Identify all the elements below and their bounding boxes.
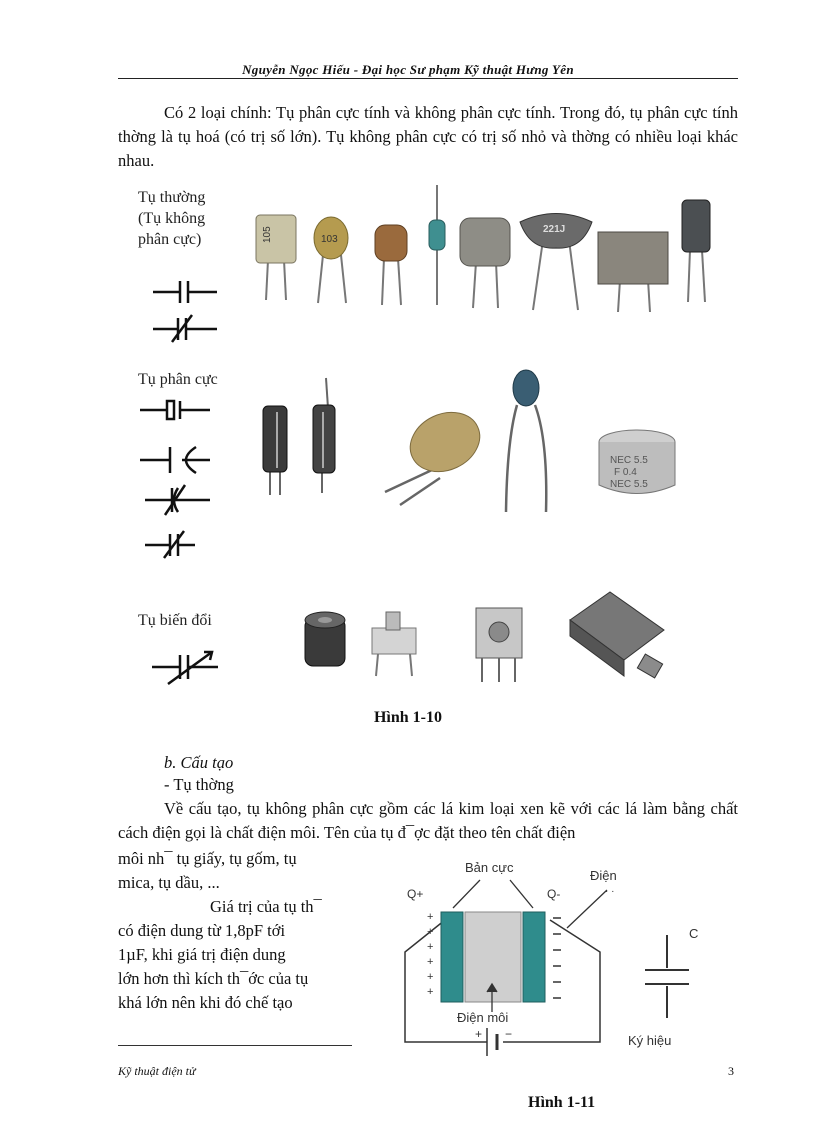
polar-trimmer-symbol [145, 531, 195, 558]
value-paragraph-line-4: lớn hơn thì kích th¯ớc của tụ [118, 969, 309, 988]
page-header: Nguyễn Ngọc Hiếu - Đại học Sư phạm Kỹ thuật Hưng Yên [242, 62, 574, 77]
svg-text:+: + [427, 956, 434, 968]
minus-signs [553, 918, 561, 998]
positive-plate [441, 912, 463, 1002]
structure-paragraph-cont-1: môi nh¯ tụ giấy, tụ gốm, tụ [118, 849, 297, 868]
plus-signs [427, 911, 433, 998]
nec-mark-1: NEC 5.5 [610, 455, 648, 466]
svg-text:+: + [427, 911, 434, 923]
value-paragraph-line-2: có điện dung từ 1,8pF tới [118, 921, 286, 940]
label-q-plus: Q+ [407, 887, 424, 901]
label-c: C [689, 926, 699, 941]
cap-mark-105: 105 [262, 226, 273, 243]
negative-plate [523, 912, 545, 1002]
svg-text:+: + [427, 986, 434, 998]
label-plates: Bản cực [465, 860, 514, 875]
electrolytic-capacitors-photo [263, 378, 335, 495]
label-variable-cap: Tụ biến đổi [138, 612, 212, 629]
label-normal-cap-1: Tụ thường [138, 189, 206, 206]
adjustable-capacitor-symbol [153, 315, 217, 342]
nec-mark-3: NEC 5.5 [610, 479, 648, 490]
svg-text:+: + [427, 926, 434, 938]
cap-mark-221j: 221J [543, 224, 566, 235]
label-q-minus: Q- [547, 887, 561, 901]
dipped-tantalum-photo [506, 370, 546, 512]
structure-paragraph-cont-2: mica, tụ dầu, ... [118, 873, 220, 892]
tantalum-capacitor-photo [385, 401, 489, 505]
variable-capacitor-symbol [152, 652, 218, 684]
tantalum-capacitor-symbol [145, 485, 210, 515]
label-dielectric: Điện môi [457, 1010, 509, 1025]
svg-text:+: + [427, 941, 434, 953]
figure-1-11-caption: Hình 1-11 [528, 1094, 596, 1111]
label-normal-cap-2: (Tụ không [138, 210, 206, 227]
value-paragraph-line-1: Giá trị của tụ th¯ [210, 897, 322, 916]
ceramic-capacitors-photo [256, 185, 710, 312]
polar-capacitor-symbol [140, 401, 210, 419]
capacitor-markings [262, 224, 565, 245]
section-heading-structure: b. Cấu tạo [164, 753, 234, 772]
figure-1-11-diagram [395, 850, 725, 1082]
nec-mark-2: F 0.4 [614, 467, 637, 478]
cap-mark-103: 103 [321, 234, 338, 245]
electrolytic-capacitor-symbol [140, 447, 210, 473]
structure-paragraph: Về cấu tạo, tụ không phân cực gồm các lá kim loại xen kẽ với các lá làm bằng chất cách điện gọi là chất điện môi. Tên của tụ đ¯ợc đặt theo tên chất điện [118, 799, 738, 842]
label-normal-cap-3: phân cực) [138, 231, 202, 248]
trimmer-capacitors-photo [305, 592, 664, 682]
battery-plus: + [475, 1027, 483, 1041]
battery-minus: − [505, 1027, 513, 1041]
label-dielectric-top-dots: · · [605, 886, 615, 897]
value-paragraph-line-5: khá lớn nên khi đó chế tạo [118, 993, 293, 1012]
figure-1-10-caption: Hình 1-10 [373, 709, 442, 726]
intro-paragraph: Có 2 loại chính: Tụ phân cực tính và không phân cực tính. Trong đó, tụ phân cực tính thờng là tụ hoá (có trị số lớn). Tụ không phân cực có trị số nhỏ và thờng có nhiều loại khác nhau. [118, 103, 738, 170]
footer-rule [118, 1045, 352, 1046]
schematic-symbol [645, 935, 689, 1018]
label-symbol: Ký hiệu [628, 1033, 672, 1048]
value-paragraph-line-3: 1µF, khi giá trị điện dung [118, 945, 286, 964]
label-dielectric-top: Điện [590, 868, 617, 883]
section-sub-normal-cap: - Tụ thờng [164, 775, 234, 794]
label-polar-cap: Tụ phân cực [138, 371, 218, 388]
svg-text:+: + [427, 971, 434, 983]
footer-text: Kỹ thuật điện tử [118, 1064, 196, 1078]
nonpolar-capacitor-symbol [153, 281, 217, 303]
supercapacitor-photo [599, 430, 675, 494]
page-number: 3 [728, 1064, 734, 1078]
